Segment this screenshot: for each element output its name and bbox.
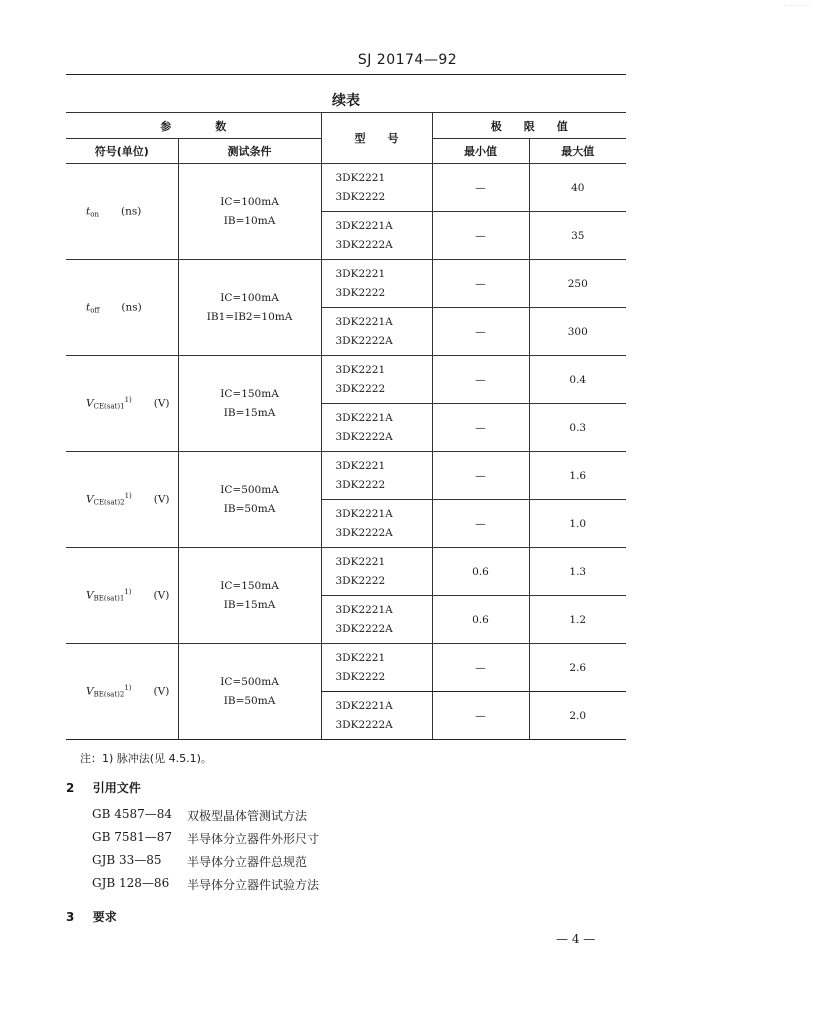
min-value-cell: — xyxy=(432,308,529,356)
condition-line: IC=150mA xyxy=(220,387,279,400)
model-name: 3DK2221 xyxy=(335,267,386,280)
model-cell xyxy=(321,212,432,260)
symbol-main: V xyxy=(86,397,94,410)
reference-title: 半导体分立器件试验方法 xyxy=(187,878,320,892)
table-row xyxy=(66,260,626,308)
condition-line: IC=500mA xyxy=(220,483,279,496)
header-symbol: 符号(单位) xyxy=(66,139,178,164)
model-cell xyxy=(321,356,432,404)
parameter-symbol-cell xyxy=(66,356,178,452)
symbol-footnote-mark: 1) xyxy=(124,684,132,693)
model-name: 3DK2222 xyxy=(335,478,386,491)
symbol-subscript: CE(sat)2 xyxy=(93,498,125,507)
header-params: 参 数 xyxy=(66,113,321,139)
condition-line: IB=50mA xyxy=(223,694,276,707)
model-name: 3DK2221A xyxy=(335,315,393,328)
section-3-number: 3 xyxy=(66,910,75,924)
model-name: 3DK2221 xyxy=(335,651,386,664)
max-value-cell: 1.2 xyxy=(529,596,626,644)
model-name: 3DK2222A xyxy=(335,430,393,443)
table-continued-title: 续表 xyxy=(332,93,360,109)
symbol-subscript: BE(sat)2 xyxy=(93,690,125,699)
table-row xyxy=(66,452,626,500)
min-value-cell: 0.6 xyxy=(432,596,529,644)
model-name: 3DK2222 xyxy=(335,670,386,683)
parameter-symbol-cell xyxy=(66,164,178,260)
symbol-main: V xyxy=(86,589,94,602)
model-name: 3DK2222 xyxy=(335,574,386,587)
reference-title: 半导体分立器件总规范 xyxy=(187,855,308,869)
symbol-main: V xyxy=(86,685,94,698)
symbol-main: t xyxy=(86,301,91,314)
model-name: 3DK2221A xyxy=(335,411,393,424)
test-conditions-cell xyxy=(178,548,321,644)
max-value-cell: 2.0 xyxy=(529,692,626,740)
max-value-cell: 300 xyxy=(529,308,626,356)
symbol-footnote-mark: 1) xyxy=(124,492,132,501)
min-value-cell: — xyxy=(432,356,529,404)
reference-list xyxy=(92,807,319,899)
max-value-cell: 35 xyxy=(529,212,626,260)
condition-line: IC=100mA xyxy=(220,195,279,208)
min-value-cell: — xyxy=(432,260,529,308)
document-code: SJ 20174—92 xyxy=(357,52,458,68)
max-value-cell: 40 xyxy=(529,164,626,212)
model-name: 3DK2222A xyxy=(335,334,393,347)
symbol-footnote-mark: 1) xyxy=(124,396,132,405)
condition-line: IC=150mA xyxy=(220,579,279,592)
parameter-symbol-cell xyxy=(66,644,178,740)
symbol-unit: (ns) xyxy=(121,301,142,314)
model-cell xyxy=(321,548,432,596)
model-name: 3DK2221 xyxy=(335,363,386,376)
model-cell xyxy=(321,404,432,452)
max-value-cell: 1.3 xyxy=(529,548,626,596)
model-name: 3DK2222A xyxy=(335,238,393,251)
model-name: 3DK2222A xyxy=(335,622,393,635)
model-cell xyxy=(321,308,432,356)
min-value-cell: 0.6 xyxy=(432,548,529,596)
condition-line: IC=100mA xyxy=(220,291,279,304)
table-row xyxy=(66,644,626,692)
model-name: 3DK2222 xyxy=(335,190,386,203)
model-cell xyxy=(321,164,432,212)
model-cell xyxy=(321,452,432,500)
model-name: 3DK2221 xyxy=(335,555,386,568)
reference-title: 双极型晶体管测试方法 xyxy=(187,809,308,823)
parameter-symbol-cell xyxy=(66,260,178,356)
test-conditions-cell xyxy=(178,260,321,356)
min-value-cell: — xyxy=(432,404,529,452)
table-body xyxy=(66,164,626,740)
reference-item xyxy=(92,876,319,899)
min-value-cell: — xyxy=(432,164,529,212)
min-value-cell: — xyxy=(432,692,529,740)
reference-code: GJB 128—86 xyxy=(92,876,170,890)
table-row xyxy=(66,356,626,404)
reference-code: GJB 33—85 xyxy=(92,853,162,867)
model-name: 3DK2221 xyxy=(335,459,386,472)
max-value-cell: 0.3 xyxy=(529,404,626,452)
header-rule xyxy=(66,74,626,75)
condition-line: IB1=IB2=10mA xyxy=(206,310,293,323)
model-cell xyxy=(321,260,432,308)
model-name: 3DK2221A xyxy=(335,603,393,616)
model-name: 3DK2222A xyxy=(335,526,393,539)
min-value-cell: — xyxy=(432,500,529,548)
condition-line: IB=50mA xyxy=(223,502,276,515)
model-name: 3DK2221A xyxy=(335,219,393,232)
table-row xyxy=(66,548,626,596)
model-cell xyxy=(321,644,432,692)
reference-title: 半导体分立器件外形尺寸 xyxy=(187,832,320,846)
condition-line: IB=15mA xyxy=(223,598,276,611)
parameter-symbol-cell xyxy=(66,452,178,548)
model-name: 3DK2221A xyxy=(335,507,393,520)
test-conditions-cell xyxy=(178,644,321,740)
symbol-subscript: off xyxy=(90,306,100,315)
condition-line: IC=500mA xyxy=(220,675,279,688)
parameter-table xyxy=(66,112,626,740)
header-limits: 极 限 值 xyxy=(432,113,626,139)
model-name: 3DK2221 xyxy=(335,171,386,184)
model-name: 3DK2221A xyxy=(335,699,393,712)
header-min: 最小值 xyxy=(432,139,529,164)
min-value-cell: — xyxy=(432,212,529,260)
max-value-cell: 250 xyxy=(529,260,626,308)
section-2-number: 2 xyxy=(66,781,75,795)
header-model: 型 号 xyxy=(321,113,432,164)
section-2-heading xyxy=(66,779,141,796)
page-number: — 4 — xyxy=(556,932,596,946)
reference-code: GB 7581—87 xyxy=(92,830,173,844)
model-name: 3DK2222A xyxy=(335,718,393,731)
corner-scan-text: ··· ··· ··· · ·· ··· xyxy=(783,3,809,8)
header-max: 最大值 xyxy=(529,139,626,164)
max-value-cell: 0.4 xyxy=(529,356,626,404)
symbol-unit: (ns) xyxy=(120,205,142,218)
header-conditions: 测试条件 xyxy=(178,139,321,164)
symbol-subscript: BE(sat)1 xyxy=(93,594,125,603)
model-cell xyxy=(321,596,432,644)
reference-item xyxy=(92,830,319,853)
reference-code: GB 4587—84 xyxy=(92,807,173,821)
model-cell xyxy=(321,692,432,740)
table-footnote: 注：1) 脉冲法(见 4.5.1)。 xyxy=(80,752,212,765)
parameter-symbol-cell xyxy=(66,548,178,644)
min-value-cell: — xyxy=(432,452,529,500)
symbol-footnote-mark: 1) xyxy=(124,588,132,597)
section-3-heading xyxy=(66,908,117,925)
test-conditions-cell xyxy=(178,356,321,452)
symbol-unit: (V) xyxy=(153,685,170,698)
section-2-title: 引用文件 xyxy=(92,781,141,795)
symbol-unit: (V) xyxy=(153,397,170,410)
reference-item xyxy=(92,853,319,876)
max-value-cell: 1.6 xyxy=(529,452,626,500)
min-value-cell: — xyxy=(432,644,529,692)
symbol-unit: (V) xyxy=(153,589,170,602)
test-conditions-cell xyxy=(178,164,321,260)
test-conditions-cell xyxy=(178,452,321,548)
model-name: 3DK2222 xyxy=(335,286,386,299)
symbol-subscript: CE(sat)1 xyxy=(93,402,125,411)
symbol-main: t xyxy=(86,205,91,218)
section-3-title: 要求 xyxy=(92,910,117,924)
reference-item xyxy=(92,807,319,830)
model-cell xyxy=(321,500,432,548)
condition-line: IB=15mA xyxy=(223,406,276,419)
condition-line: IB=10mA xyxy=(223,214,276,227)
max-value-cell: 1.0 xyxy=(529,500,626,548)
model-name: 3DK2222 xyxy=(335,382,386,395)
max-value-cell: 2.6 xyxy=(529,644,626,692)
symbol-unit: (V) xyxy=(153,493,170,506)
table-row xyxy=(66,164,626,212)
symbol-subscript: on xyxy=(90,210,99,219)
symbol-main: V xyxy=(86,493,94,506)
